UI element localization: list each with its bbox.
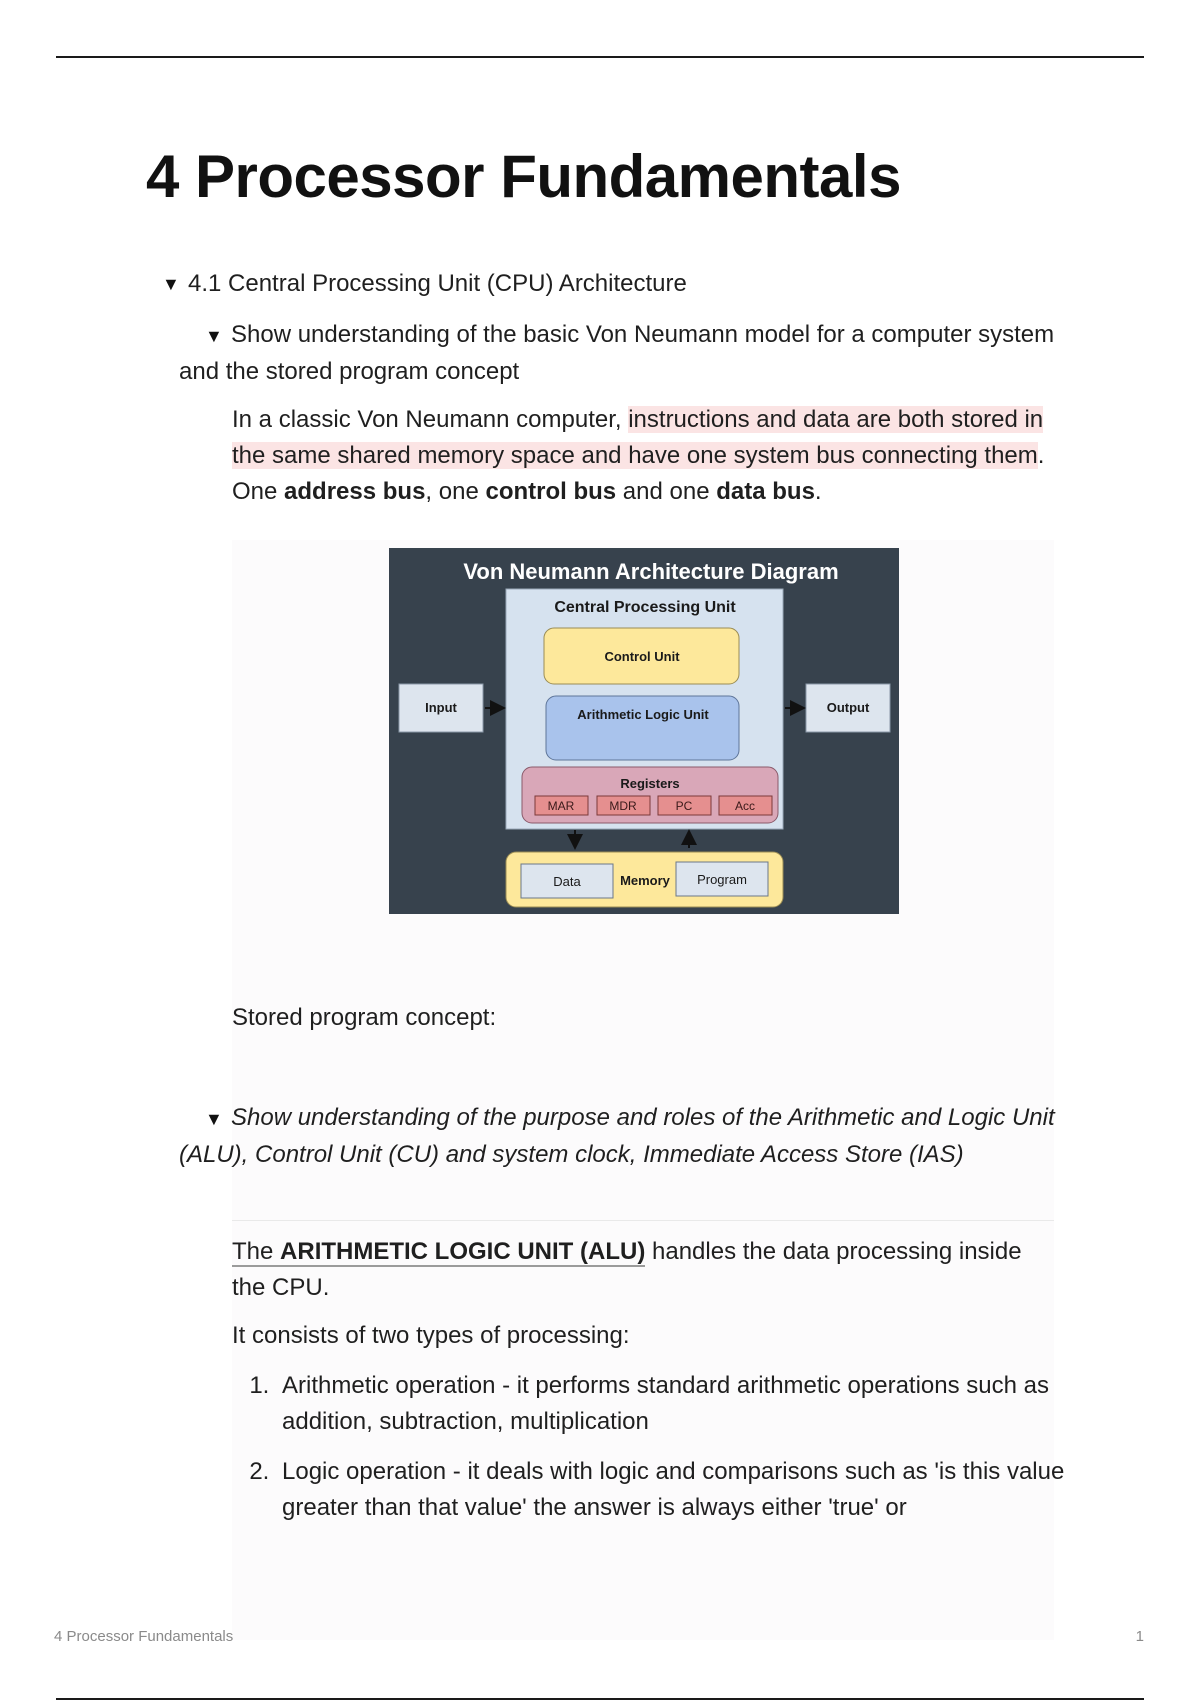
page-title: 4 Processor Fundamentals [146,143,901,210]
highlighted-text: instructions and data are both stored in the same shared memory space and have one system bus connecting them [232,406,1044,469]
memory-data-label: Data [553,874,581,889]
alu-label: Arithmetic Logic Unit [577,707,709,722]
divider [232,1220,1054,1221]
toggle-section-4-1[interactable] [162,266,687,302]
alu-cu-heading: ▼ Show understanding of the purpose and roles of the Arithmetic and Logic Unit (ALU), Control Unit (CU) and system clock, Immediate Access Store (IAS) [179,1100,1065,1173]
section-4-1-heading: 4.1 Central Processing Unit (CPU) Architecture [188,270,687,297]
von-neumann-paragraph: In a classic Von Neumann computer, instructions and data are both stored in the same shared memory space and have one system bus connecting them. One address bus, one control bus and one data bus. [232,406,1045,505]
alu-underlined-phrase: The ARITHMETIC LOGIC UNIT (ALU) [232,1238,646,1265]
diagram-title: Von Neumann Architecture Diagram [463,559,839,584]
processing-types-list [232,1368,1116,1540]
alu-box [546,696,739,760]
stored-program-label: Stored program concept: [232,1004,497,1031]
page-number: 1 [1135,1628,1144,1645]
processing-types-intro: It consists of two types of processing: [232,1322,630,1349]
input-label: Input [425,700,457,715]
control-unit-label: Control Unit [604,649,680,664]
list-item: 1. Arithmetic operation - it performs standard arithmetic operations such as addition, subtraction, multiplication [276,1368,1116,1440]
list-item: 2. Logic operation - it deals with logic and comparisons such as 'is this value greater than that value' the answer is always either 'true' or [276,1454,1116,1526]
register-mar-label: MAR [547,799,575,813]
triangle-down-icon[interactable]: ▼ [162,274,180,294]
register-acc-label: Acc [734,799,756,813]
top-rule [56,56,1144,58]
memory-label: Memory [620,873,670,888]
cpu-label: Central Processing Unit [554,599,736,616]
memory-program-label: Program [697,872,747,887]
von-neumann-heading: ▼ Show understanding of the basic Von Neumann model for a computer system and the stored program concept [179,317,1065,390]
registers-label: Registers [620,776,680,791]
triangle-down-icon[interactable]: ▼ [205,1109,223,1129]
register-pc-label: PC [675,799,693,813]
triangle-down-icon[interactable]: ▼ [205,326,223,346]
toggle-alu-cu[interactable] [179,1100,1065,1173]
register-mdr-label: MDR [609,799,637,813]
alu-paragraph: The ARITHMETIC LOGIC UNIT (ALU) handles the data processing inside the CPU. [232,1238,1022,1301]
toggle-von-neumann[interactable] [179,317,1065,390]
output-label: Output [826,700,870,715]
von-neumann-diagram [389,548,899,914]
footer-title: 4 Processor Fundamentals [54,1628,234,1645]
